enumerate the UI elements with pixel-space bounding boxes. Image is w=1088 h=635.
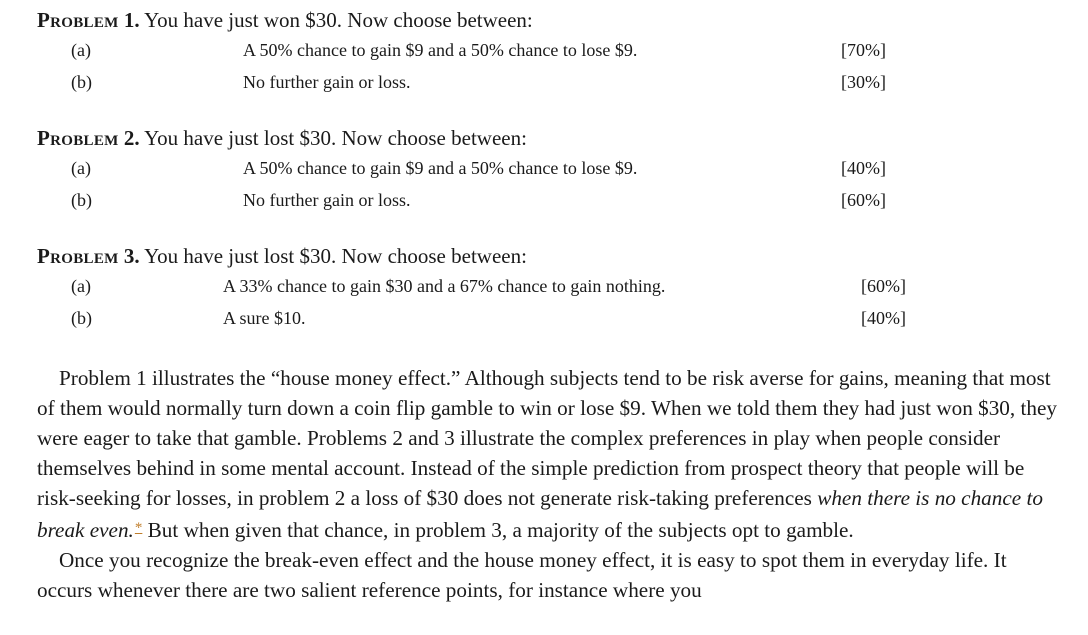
emphasis-text: when there is no chance to break even. bbox=[37, 486, 1043, 542]
problem-number: 2. bbox=[123, 126, 140, 150]
problem-label: Problem bbox=[37, 8, 119, 32]
option-percent: [70%] bbox=[841, 40, 886, 60]
paragraph-1-text: Problem 1 illustrates the “house money effect.” Although subjects tend to be risk averse for gains, meaning that most of them would normally turn down a coin flip gamble to win or lose $9. When we told them they had just won $30, they were eager to take that gamble. Problems 2 and 3 illustrate the complex preferences in play when people consider themselves behind in some mental account. Instead of the simple prediction from prospect theory that people will be risk-seeking for losses, in problem 2 a loss of $30 does not generate risk-taking preferences bbox=[37, 366, 1057, 510]
option-letter: (a) bbox=[71, 276, 91, 296]
problem-3 bbox=[37, 243, 1047, 328]
option-text: No further gain or loss. bbox=[243, 190, 411, 210]
option-text: A 50% chance to gain $9 and a 50% chance to lose $9. bbox=[243, 40, 638, 60]
problem-number: 3. bbox=[123, 244, 140, 268]
problem-1-heading bbox=[37, 7, 1047, 33]
paragraph-1-tail: But when given that chance, in problem 3, a majority of the subjects opt to gamble. bbox=[142, 518, 854, 542]
option-text: A 33% chance to gain $30 and a 67% chance to gain nothing. bbox=[223, 276, 666, 296]
option-percent: [40%] bbox=[841, 158, 886, 178]
footnote-link[interactable]: * bbox=[134, 520, 143, 536]
option-letter: (a) bbox=[71, 40, 91, 60]
option-letter: (a) bbox=[71, 158, 91, 178]
option-text: No further gain or loss. bbox=[243, 72, 411, 92]
option-text: A 50% chance to gain $9 and a 50% chance to lose $9. bbox=[243, 158, 638, 178]
paragraph-2: Once you recognize the break-even effect and the house money effect, it is easy to spot them in everyday life. It occurs whenever there are two salient reference points, for instance where you bbox=[37, 548, 1007, 602]
problem-2-heading bbox=[37, 125, 1047, 151]
option-letter: (b) bbox=[71, 72, 92, 92]
option-percent: [30%] bbox=[841, 72, 886, 92]
paragraph-1 bbox=[37, 363, 1067, 545]
option-letter: (b) bbox=[71, 308, 92, 328]
problem-number: 1. bbox=[123, 8, 140, 32]
problem-prompt: You have just lost $30. Now choose between: bbox=[144, 244, 527, 268]
option-text: A sure $10. bbox=[223, 308, 306, 328]
problem-3-heading bbox=[37, 243, 1047, 269]
option-percent: [40%] bbox=[861, 308, 906, 328]
problem-1 bbox=[37, 7, 1047, 92]
option-percent: [60%] bbox=[861, 276, 906, 296]
problem-2 bbox=[37, 125, 1047, 210]
problem-prompt: You have just won $30. Now choose between: bbox=[144, 8, 533, 32]
body-text bbox=[37, 363, 1067, 605]
problem-label: Problem bbox=[37, 244, 119, 268]
problem-label: Problem bbox=[37, 126, 119, 150]
option-percent: [60%] bbox=[841, 190, 886, 210]
option-letter: (b) bbox=[71, 190, 92, 210]
problem-prompt: You have just lost $30. Now choose between: bbox=[144, 126, 527, 150]
